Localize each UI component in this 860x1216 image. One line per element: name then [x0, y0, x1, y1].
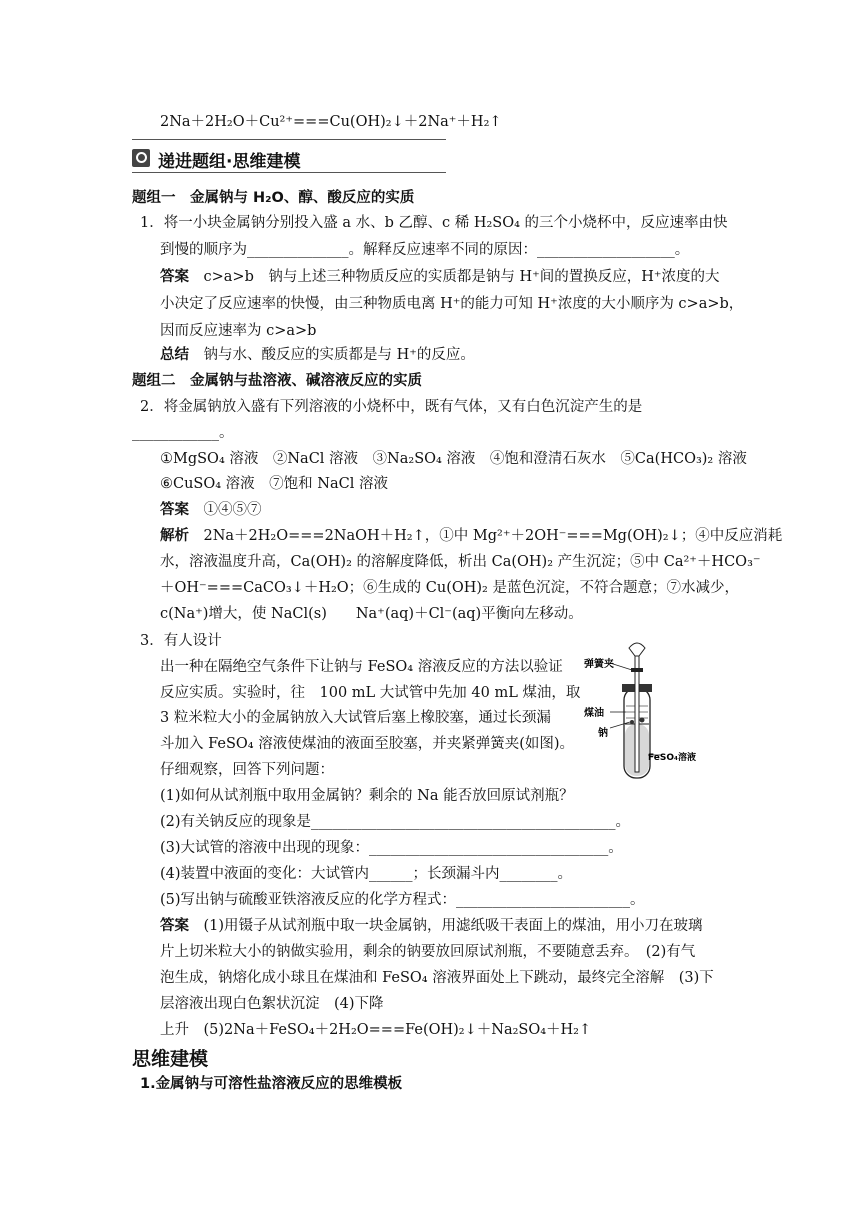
q3-sub5: (5)写出钠与硫酸亚铁溶液反应的化学方程式：________________________。 [160, 892, 645, 908]
q2-analysis-line4: c(Na⁺)增大，使 NaCl(s) Na⁺(aq)＋Cl⁻(aq)平衡向左移动。 [160, 606, 583, 622]
q1-answer-line3: 因而反应速率为 c>a>b [160, 323, 317, 339]
label-sodium: 钠 [598, 728, 608, 739]
modeling-heading: 思维建模 [132, 1048, 209, 1070]
label-kerosene: 煤油 [584, 708, 604, 719]
q1-answer-line1: c>a>b 钠与上述三种物质反应的实质都是钠与 H⁺间的置换反应，H⁺浓度的大 [203, 269, 720, 285]
q3-sub1: (1)如何从试剂瓶中取用金属钠？剩余的 Na 能否放回原试剂瓶？ [160, 788, 574, 804]
q1-line1: 1．将一小块金属钠分别投入盛 a 水、b 乙醇、c 稀 H₂SO₄ 的三个小烧杯中，反应速率由快 [140, 215, 728, 231]
q3-answer-line3: 泡生成，钠熔化成小球且在煤油和 FeSO₄ 溶液界面处上下跳动，最终完全溶解 (3)下 [160, 970, 714, 986]
q2-line1: 2．将金属钠放入盛有下列溶液的小烧杯中，既有气体，又有白色沉淀产生的是 [140, 399, 643, 415]
q3-line0: 3．有人设计 [140, 633, 222, 649]
group1-title: 题组一 金属钠与 H₂O、醇、酸反应的实质 [132, 190, 415, 206]
q2-answer-label: 答案 [160, 502, 189, 518]
q2-analysis-line2: 水，溶液温度升高，Ca(OH)₂ 的溶解度降低，析出 Ca(OH)₂ 产生沉淀；⑤中 Ca²⁺＋HCO₃⁻ [160, 554, 761, 570]
q2-options2: ⑥CuSO₄ 溶液 ⑦饱和 NaCl 溶液 [160, 476, 388, 492]
magnifier-icon [132, 149, 150, 167]
divider-top [132, 139, 446, 140]
apparatus-diagram [584, 640, 714, 782]
q1-summary: 钠与水、酸反应的实质都是与 H⁺的反应。 [203, 347, 475, 363]
q3-line5: 仔细观察，回答下列问题： [160, 762, 334, 778]
q3-answer-line4: 层溶液出现白色絮状沉淀 (4)下降 [160, 996, 384, 1012]
q3-answer-label: 答案 [160, 918, 189, 934]
q1-answer-label: 答案 [160, 269, 189, 285]
q2-analysis-line3: ＋OH⁻===CaCO₃↓＋H₂O；⑥生成的 Cu(OH)₂ 是蓝色沉淀，不符合题意；⑦水减少， [160, 580, 739, 596]
label-clip: 弹簧夹 [584, 659, 614, 670]
q3-line1: 出一种在隔绝空气条件下让钠与 FeSO₄ 溶液反应的方法以验证 [160, 659, 563, 675]
modeling-item1: 1.金属钠与可溶性盐溶液反应的思维模板 [140, 1076, 403, 1092]
q2-answer: ①④⑤⑦ [203, 502, 262, 518]
divider-section [132, 172, 446, 173]
q1-line2: 到慢的顺序为______________。解释反应速率不同的原因：___________________。 [160, 242, 690, 258]
q3-answer-line2: 片上切米粒大小的钠做实验用，剩余的钠要放回原试剂瓶，不要随意丢弃。 (2)有气 [160, 944, 696, 960]
label-solution: FeSO₄溶液 [648, 753, 696, 763]
section-header [132, 146, 446, 172]
apparatus-figure [584, 640, 714, 782]
q3-line2: 反应实质。实验时，往 100 mL 大试管中先加 40 mL 煤油，取 [160, 685, 581, 701]
q3-sub3: (3)大试管的溶液中出现的现象：_________________________________。 [160, 840, 623, 856]
group2-title: 题组二 金属钠与盐溶液、碱溶液反应的实质 [132, 373, 422, 389]
q3-line4: 斗加入 FeSO₄ 溶液使煤油的液面至胶塞，并夹紧弹簧夹(如图)。 [160, 736, 575, 752]
section-title: 递进题组·思维建模 [158, 152, 301, 172]
top-equation: 2Na＋2H₂O＋Cu²⁺===Cu(OH)₂↓＋2Na⁺＋H₂↑ [160, 114, 502, 130]
q1-summary-label: 总结 [160, 347, 189, 363]
q2-line2: ____________。 [132, 425, 234, 441]
q2-analysis-line1: 2Na＋2H₂O===2NaOH＋H₂↑，①中 Mg²⁺＋2OH⁻===Mg(OH)₂↓；④中反应消耗 [203, 528, 783, 544]
q3-answer-line1: (1)用镊子从试剂瓶中取一块金属钠，用滤纸吸干表面上的煤油，用小刀在玻璃 [203, 918, 703, 934]
q3-line3: 3 粒米粒大小的金属钠放入大试管后塞上橡胶塞，通过长颈漏 [160, 710, 551, 726]
q2-options1: ①MgSO₄ 溶液 ②NaCl 溶液 ③Na₂SO₄ 溶液 ④饱和澄清石灰水 ⑤Ca(HCO₃)₂ 溶液 [160, 451, 747, 467]
q1-answer-line2: 小决定了反应速率的快慢，由三种物质电离 H⁺的能力可知 H⁺浓度的大小顺序为 c>a>b， [160, 296, 744, 312]
q3-sub4: (4)装置中液面的变化：大试管内______；长颈漏斗内________。 [160, 866, 573, 882]
q2-analysis-label: 解析 [160, 528, 189, 544]
q3-answer-line5: 上升 (5)2Na＋FeSO₄＋2H₂O===Fe(OH)₂↓＋Na₂SO₄＋H₂↑ [160, 1022, 592, 1038]
q3-sub2: (2)有关钠反应的现象是__________________________________________。 [160, 814, 631, 830]
